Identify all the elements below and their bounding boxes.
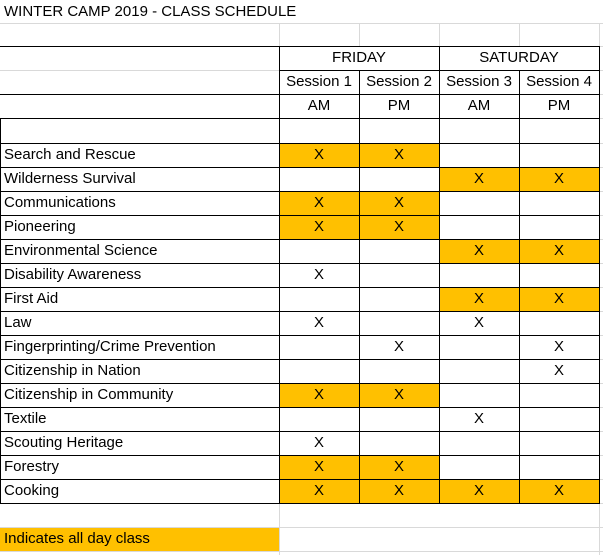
session-mark[interactable]: X bbox=[519, 479, 599, 503]
session-header-1[interactable]: Session 1 bbox=[286, 73, 352, 90]
class-name[interactable]: Scouting Heritage bbox=[4, 434, 124, 451]
time-header-4[interactable]: PM bbox=[547, 97, 571, 114]
class-name[interactable]: Disability Awareness bbox=[4, 266, 142, 283]
session-mark[interactable]: X bbox=[313, 266, 324, 283]
gridline bbox=[279, 23, 280, 46]
class-name[interactable]: Environmental Science bbox=[4, 242, 158, 259]
session-mark[interactable] bbox=[519, 431, 599, 455]
cell-border bbox=[279, 46, 280, 504]
cell-border bbox=[0, 215, 599, 216]
class-name[interactable]: Fingerprinting/Crime Prevention bbox=[4, 338, 216, 355]
cell-border bbox=[0, 479, 599, 480]
session-mark[interactable] bbox=[359, 407, 439, 431]
cell-border bbox=[599, 46, 600, 504]
session-mark[interactable] bbox=[519, 407, 599, 431]
session-mark[interactable]: X bbox=[359, 143, 439, 167]
session-mark[interactable]: X bbox=[279, 215, 359, 239]
session-mark[interactable] bbox=[439, 215, 519, 239]
session-mark[interactable] bbox=[359, 359, 439, 383]
cell-border bbox=[0, 407, 599, 408]
class-name[interactable]: Citizenship in Community bbox=[4, 386, 174, 403]
session-mark[interactable] bbox=[279, 335, 359, 359]
cell-border bbox=[0, 455, 599, 456]
session-mark[interactable] bbox=[359, 287, 439, 311]
session-header-4[interactable]: Session 4 bbox=[526, 73, 592, 90]
gridline bbox=[359, 23, 360, 46]
session-mark[interactable]: X bbox=[359, 191, 439, 215]
session-mark[interactable]: X bbox=[359, 455, 439, 479]
session-mark[interactable]: X bbox=[393, 338, 404, 355]
session-mark[interactable] bbox=[519, 383, 599, 407]
class-name[interactable]: Textile bbox=[4, 410, 47, 427]
session-mark[interactable]: X bbox=[553, 338, 564, 355]
session-mark[interactable]: X bbox=[313, 314, 324, 331]
cell-border bbox=[439, 46, 440, 504]
cell-border bbox=[0, 335, 599, 336]
class-name[interactable]: Wilderness Survival bbox=[4, 170, 136, 187]
session-mark[interactable] bbox=[519, 143, 599, 167]
gridline bbox=[0, 23, 603, 24]
cell-border bbox=[0, 503, 599, 504]
session-mark[interactable]: X bbox=[313, 434, 324, 451]
session-mark[interactable]: X bbox=[279, 383, 359, 407]
session-mark[interactable]: X bbox=[519, 239, 599, 263]
session-mark[interactable] bbox=[359, 431, 439, 455]
class-name[interactable]: Citizenship in Nation bbox=[4, 362, 141, 379]
cell-border bbox=[0, 167, 599, 168]
cell-border bbox=[0, 383, 599, 384]
cell-border bbox=[0, 118, 599, 119]
session-mark[interactable] bbox=[359, 263, 439, 287]
cell-border bbox=[0, 239, 599, 240]
session-mark[interactable]: X bbox=[359, 215, 439, 239]
session-mark[interactable]: X bbox=[439, 239, 519, 263]
session-mark[interactable] bbox=[519, 215, 599, 239]
session-mark[interactable]: X bbox=[473, 410, 484, 427]
time-header-1[interactable]: AM bbox=[307, 97, 331, 114]
class-name[interactable]: First Aid bbox=[4, 290, 59, 307]
session-mark[interactable] bbox=[519, 263, 599, 287]
session-mark[interactable]: X bbox=[473, 314, 484, 331]
gridline bbox=[0, 551, 603, 552]
session-mark[interactable]: X bbox=[519, 287, 599, 311]
cell-border bbox=[0, 118, 1, 503]
cell-border bbox=[0, 143, 599, 144]
gridline bbox=[439, 23, 440, 46]
legend-all-day[interactable]: Indicates all day class bbox=[0, 527, 279, 551]
time-header-2[interactable]: PM bbox=[387, 97, 411, 114]
session-mark[interactable] bbox=[439, 263, 519, 287]
session-mark[interactable] bbox=[439, 143, 519, 167]
class-name[interactable]: Search and Rescue bbox=[4, 146, 136, 163]
cell-border bbox=[0, 431, 599, 432]
gridline bbox=[279, 503, 280, 555]
class-name[interactable]: Cooking bbox=[4, 482, 60, 499]
session-mark[interactable]: X bbox=[553, 362, 564, 379]
session-mark[interactable] bbox=[279, 239, 359, 263]
class-name[interactable]: Communications bbox=[4, 194, 116, 211]
cell-border bbox=[0, 287, 599, 288]
session-header-2[interactable]: Session 2 bbox=[366, 73, 432, 90]
class-name[interactable]: Law bbox=[4, 314, 32, 331]
session-mark[interactable] bbox=[439, 383, 519, 407]
cell-border bbox=[0, 191, 599, 192]
session-mark[interactable]: X bbox=[359, 479, 439, 503]
session-mark[interactable] bbox=[359, 239, 439, 263]
session-mark[interactable]: X bbox=[439, 167, 519, 191]
day-header-friday[interactable]: FRIDAY bbox=[332, 49, 386, 66]
gridline bbox=[599, 503, 600, 555]
session-mark[interactable]: X bbox=[279, 479, 359, 503]
cell-border bbox=[0, 46, 599, 47]
cell-border bbox=[0, 311, 599, 312]
day-header-saturday[interactable]: SATURDAY bbox=[479, 49, 559, 66]
class-name[interactable]: Forestry bbox=[4, 458, 60, 475]
session-mark[interactable]: X bbox=[279, 191, 359, 215]
gridline bbox=[599, 23, 600, 46]
class-name[interactable]: Pioneering bbox=[4, 218, 76, 235]
session-mark[interactable]: X bbox=[439, 287, 519, 311]
session-mark[interactable] bbox=[279, 359, 359, 383]
session-mark[interactable]: X bbox=[519, 167, 599, 191]
gridline bbox=[519, 23, 520, 46]
session-mark[interactable] bbox=[279, 287, 359, 311]
cell-border bbox=[0, 359, 599, 360]
session-header-3[interactable]: Session 3 bbox=[446, 73, 512, 90]
cell-border bbox=[0, 263, 599, 264]
cell-border bbox=[0, 94, 599, 95]
session-mark[interactable]: X bbox=[279, 143, 359, 167]
session-mark[interactable]: X bbox=[439, 479, 519, 503]
session-mark[interactable] bbox=[439, 359, 519, 383]
gridline bbox=[0, 527, 603, 528]
session-mark[interactable] bbox=[359, 311, 439, 335]
time-header-3[interactable]: AM bbox=[467, 97, 491, 114]
session-mark[interactable] bbox=[439, 335, 519, 359]
session-mark[interactable]: X bbox=[359, 383, 439, 407]
session-mark[interactable] bbox=[439, 455, 519, 479]
session-mark[interactable] bbox=[279, 407, 359, 431]
cell-border bbox=[519, 70, 520, 504]
session-mark[interactable] bbox=[519, 311, 599, 335]
session-mark[interactable] bbox=[439, 431, 519, 455]
sheet-title[interactable]: WINTER CAMP 2019 - CLASS SCHEDULE bbox=[4, 3, 297, 20]
session-mark[interactable] bbox=[519, 455, 599, 479]
session-mark[interactable] bbox=[519, 191, 599, 215]
session-mark[interactable] bbox=[359, 167, 439, 191]
session-mark[interactable] bbox=[439, 191, 519, 215]
session-mark[interactable] bbox=[279, 167, 359, 191]
session-mark[interactable]: X bbox=[279, 455, 359, 479]
cell-border bbox=[359, 70, 360, 504]
